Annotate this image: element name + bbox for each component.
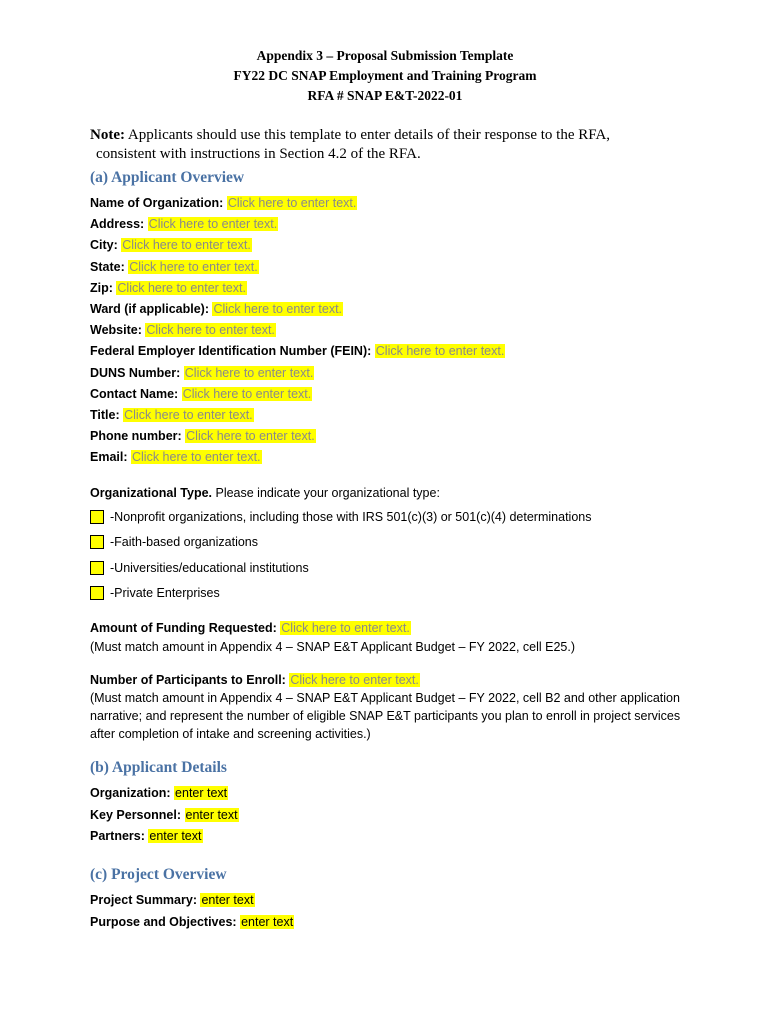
header-line-1: Appendix 3 – Proposal Submission Template — [256, 48, 514, 63]
field-label: Purpose and Objectives: — [90, 914, 237, 929]
org-type-option — [90, 510, 591, 524]
field-input[interactable]: enter text — [149, 829, 202, 843]
field-label: Project Summary: — [90, 893, 197, 907]
note-label: Note: — [90, 127, 125, 143]
form-field-row — [90, 429, 316, 443]
form-field-row — [90, 302, 343, 316]
field-input[interactable]: Click here to enter text. — [186, 429, 315, 444]
form-field-row — [90, 217, 278, 231]
note-text-2: consistent with instructions in Section 4.2 of the RFA. — [96, 146, 421, 162]
field-label: Partners: — [90, 829, 145, 843]
field-label: State: — [90, 259, 125, 274]
org-type-option — [90, 535, 258, 549]
org-type-prompt — [90, 486, 440, 500]
org-type-checkbox[interactable] — [90, 535, 104, 549]
field-input[interactable]: enter text — [201, 893, 254, 907]
field-input[interactable]: enter text — [185, 807, 238, 822]
funding-note: (Must match amount in Appendix 4 – SNAP E&T Applicant Budget – FY 2022, cell E25.) — [90, 640, 576, 654]
form-field-row — [90, 786, 228, 800]
form-field-row — [90, 281, 247, 295]
field-input[interactable]: Click here to enter text. — [117, 280, 246, 295]
field-input[interactable]: Click here to enter text. — [182, 386, 312, 401]
field-label: Ward (if applicable): — [90, 302, 209, 316]
field-input[interactable]: Click here to enter text. — [132, 450, 261, 465]
section-b-title: (b) Applicant Details — [90, 759, 227, 776]
form-field-row — [90, 829, 203, 843]
field-input[interactable]: Click here to enter text. — [122, 238, 251, 253]
participants-note: (Must match amount in Appendix 4 – SNAP E&T Applicant Budget – FY 2022, cell B2 and other application narrative; and represent the number of eligible SNAP E&T participants you plan to enroll in project services after completion of intake and screening activities.) — [90, 691, 681, 741]
field-label: Zip: — [90, 280, 113, 295]
funding-row — [90, 621, 411, 635]
field-label: City: — [90, 238, 118, 253]
field-label: Phone number: — [90, 429, 182, 444]
form-field-row — [90, 893, 255, 907]
field-input[interactable]: Click here to enter text. — [184, 365, 314, 380]
form-field-row — [90, 238, 252, 252]
field-label: Title: — [90, 408, 120, 422]
field-label: Email: — [90, 450, 128, 465]
field-label: Website: — [90, 323, 142, 338]
field-input[interactable]: Click here to enter text. — [124, 408, 253, 422]
field-input[interactable]: Click here to enter text. — [146, 323, 275, 338]
participants-input[interactable]: Click here to enter text. — [290, 673, 419, 687]
field-label: Organization: — [90, 786, 171, 800]
field-input[interactable]: Click here to enter text. — [148, 217, 278, 232]
form-field-row — [90, 196, 357, 210]
org-type-option-label: -Private Enterprises — [110, 585, 220, 600]
form-field-row — [90, 450, 262, 464]
org-type-text: Please indicate your organizational type: — [212, 486, 440, 500]
org-type-checkbox[interactable] — [90, 510, 104, 524]
org-type-checkbox[interactable] — [90, 586, 104, 600]
org-type-option-label: -Nonprofit organizations, including those with IRS 501(c)(3) or 501(c)(4) determinations — [110, 510, 592, 524]
field-label: Name of Organization: — [90, 196, 224, 210]
funding-label: Amount of Funding Requested: — [90, 621, 277, 635]
field-label: Contact Name: — [90, 386, 179, 401]
header-line-2: FY22 DC SNAP Employment and Training Program — [233, 68, 537, 83]
section-a-title: (a) Applicant Overview — [90, 169, 245, 186]
header-line-3: RFA # SNAP E&T-2022-01 — [307, 88, 463, 103]
field-label: DUNS Number: — [90, 365, 181, 380]
note-paragraph — [90, 126, 710, 164]
field-input[interactable]: enter text — [241, 914, 294, 929]
field-input[interactable]: enter text — [175, 786, 228, 800]
form-field-row — [90, 344, 505, 358]
org-type-option-label: -Universities/educational institutions — [110, 560, 309, 575]
form-field-row — [90, 408, 254, 422]
participants-row — [90, 673, 420, 687]
form-field-row — [90, 366, 314, 380]
field-input[interactable]: Click here to enter text. — [227, 196, 357, 210]
field-input[interactable]: Click here to enter text. — [375, 344, 505, 359]
participants-label: Number of Participants to Enroll: — [90, 673, 286, 687]
org-type-checkbox[interactable] — [90, 561, 104, 575]
form-field-row — [90, 915, 294, 929]
form-field-row — [90, 387, 312, 401]
field-label: Federal Employer Identification Number (FEIN): — [90, 344, 372, 359]
field-input[interactable]: Click here to enter text. — [213, 302, 343, 316]
note-text-1: Applicants should use this template to enter details of their response to the RFA, — [124, 127, 611, 143]
section-c-title: (c) Project Overview — [90, 866, 227, 883]
form-field-row — [90, 808, 239, 822]
org-type-label: Organizational Type. — [90, 486, 213, 500]
form-field-row — [90, 260, 259, 274]
form-field-row — [90, 323, 276, 337]
funding-input[interactable]: Click here to enter text. — [281, 621, 410, 635]
org-type-option — [90, 561, 309, 575]
field-input[interactable]: Click here to enter text. — [129, 259, 258, 274]
org-type-option — [90, 586, 220, 600]
field-label: Key Personnel: — [90, 807, 182, 822]
org-type-option-label: -Faith-based organizations — [110, 535, 258, 550]
field-label: Address: — [90, 217, 145, 232]
